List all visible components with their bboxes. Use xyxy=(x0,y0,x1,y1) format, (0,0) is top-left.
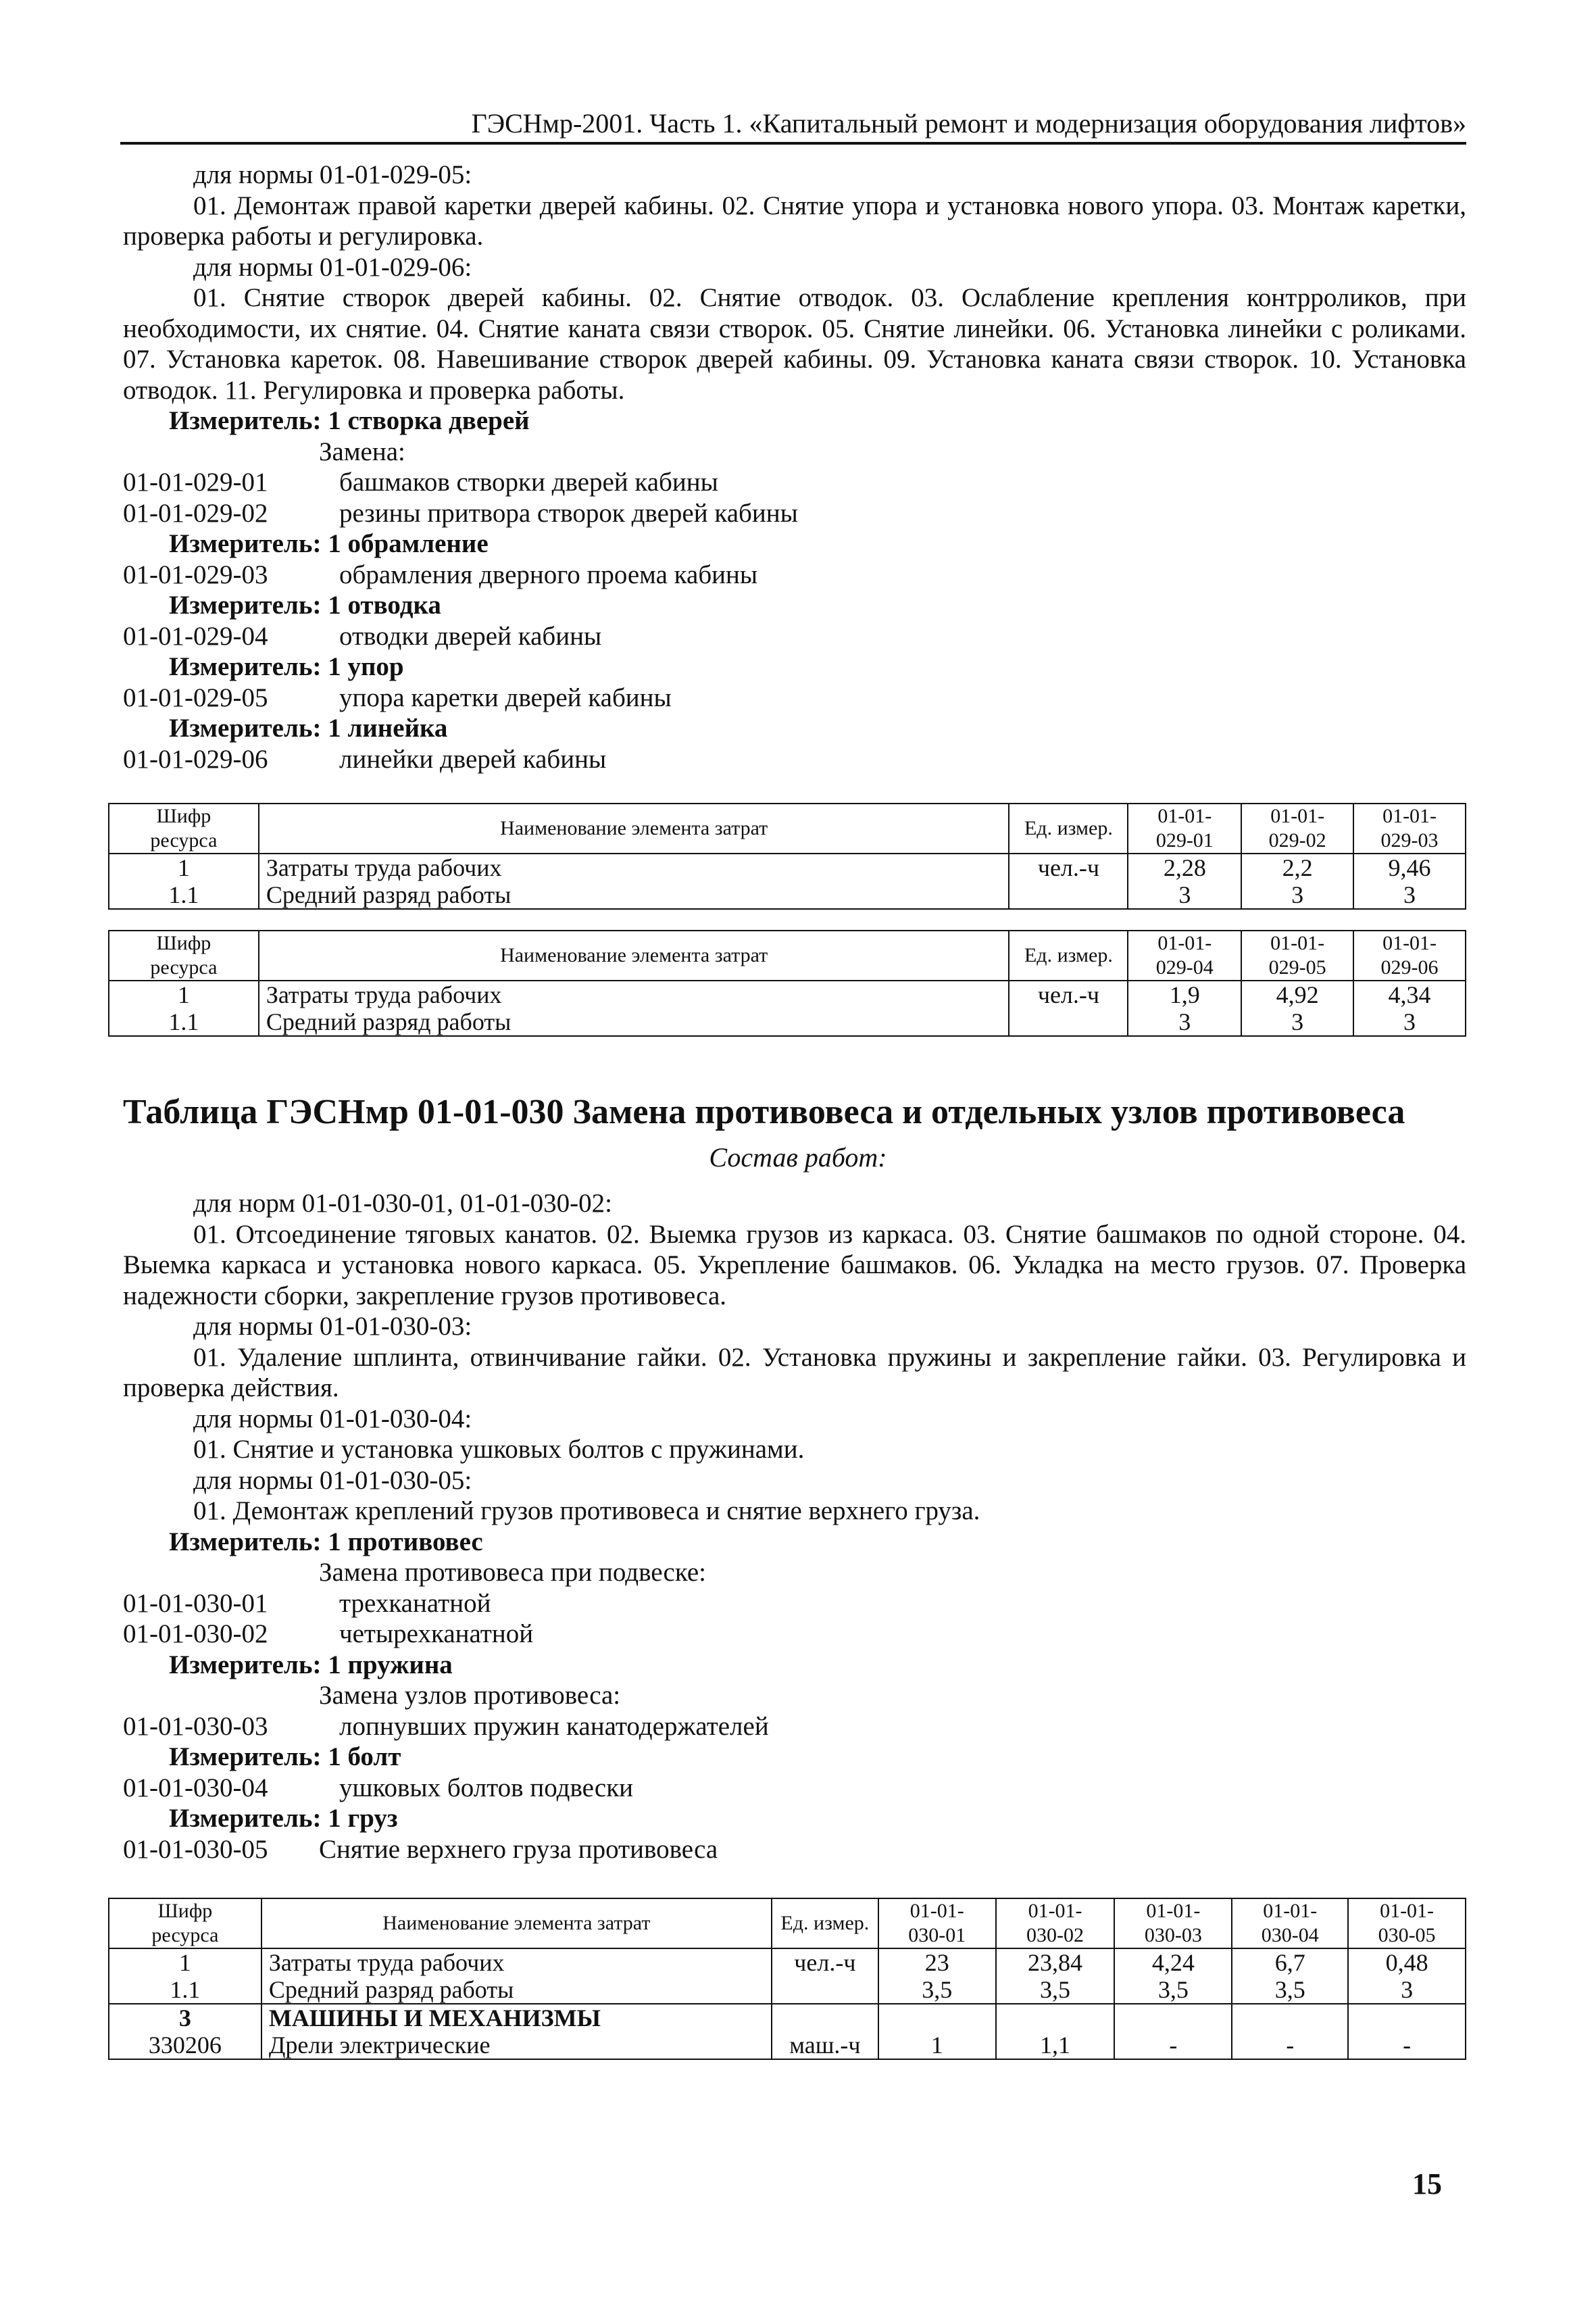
norm-text: обрамления дверного проема кабины xyxy=(339,560,758,589)
header-cell: 01-01- 029-01 xyxy=(1128,804,1241,854)
norm-text: трехканатной xyxy=(339,1588,491,1618)
norm-code: 01-01-029-01 xyxy=(123,468,268,497)
norm-code: 01-01-030-05 xyxy=(123,1834,268,1864)
header-cell: Ед. измер. xyxy=(1009,931,1128,981)
table-title: Таблица ГЭСНмр 01-01-030 Замена противовеса и отдельных узлов противовеса xyxy=(123,1093,1405,1131)
norm-item xyxy=(123,1773,1466,1804)
header-cell: 01-01- 029-05 xyxy=(1241,931,1353,981)
section-029-text xyxy=(123,159,1466,774)
norm-text: ушковых болтов подвески xyxy=(339,1773,634,1802)
header-cell: 01-01- 029-03 xyxy=(1353,804,1466,854)
table-row: 1 Затраты труда рабочих чел.-ч 1,9 4,92 4,34 xyxy=(109,981,1466,1008)
norm-item xyxy=(123,498,1466,529)
header-cell: Шифр ресурса xyxy=(109,1898,261,1948)
work-composition: 01. Снятие и установка ушковых болтов с пружинами. xyxy=(193,1435,805,1464)
page-number: 15 xyxy=(1412,2167,1442,2200)
norm-label: для нормы 01-01-029-05: xyxy=(193,160,472,189)
norm-code: 01-01-029-05 xyxy=(123,683,268,712)
norm-code: 01-01-029-03 xyxy=(123,560,268,589)
section-030-text xyxy=(123,1188,1466,1865)
norm-code: 01-01-030-03 xyxy=(123,1711,268,1741)
norm-item xyxy=(123,467,1466,498)
measure-label: Измеритель: 1 отводка xyxy=(169,591,441,620)
norm-text: Снятие верхнего груза противовеса xyxy=(319,1834,718,1864)
norm-item xyxy=(123,1834,1466,1865)
header-cell: 01-01- 030-03 xyxy=(1114,1898,1232,1948)
measure-label: Измеритель: 1 створка дверей xyxy=(169,406,530,435)
header-cell: 01-01- 029-04 xyxy=(1128,931,1241,981)
norm-text: линейки дверей кабины xyxy=(339,744,607,774)
norm-code: 01-01-030-01 xyxy=(123,1588,268,1618)
measure-label: Измеритель: 1 груз xyxy=(169,1804,398,1833)
resource-table-029-b xyxy=(108,930,1466,1037)
norm-code: 01-01-029-06 xyxy=(123,744,268,774)
norm-text: упора каретки дверей кабины xyxy=(339,683,672,712)
norm-item xyxy=(123,1619,1466,1650)
norm-item xyxy=(123,683,1466,714)
norm-item xyxy=(123,744,1466,775)
norm-code: 01-01-030-04 xyxy=(123,1773,268,1802)
header-cell: Ед. измер. xyxy=(772,1898,878,1948)
table-row: 330206 Дрели электрические маш.-ч 1 1,1 - - - xyxy=(109,2032,1466,2059)
norm-code: 01-01-029-04 xyxy=(123,621,268,651)
norm-label: для норм 01-01-030-01, 01-01-030-02: xyxy=(193,1189,612,1218)
header-cell: Шифр ресурса xyxy=(109,804,259,854)
table-row: 1.1 Средний разряд работы 3 3 3 xyxy=(109,1008,1466,1036)
norm-text: башмаков створки дверей кабины xyxy=(339,468,718,497)
work-composition: 01. Демонтаж правой каретки дверей кабины. 02. Снятие упора и установка нового упора. 03. Монтаж каретки, проверка работы и регулировка. xyxy=(123,191,1466,251)
norm-text: отводки дверей кабины xyxy=(339,621,602,651)
table-row: 3 МАШИНЫ И МЕХАНИЗМЫ xyxy=(109,2004,1466,2032)
work-composition: 01. Удаление шплинта, отвинчивание гайки. 02. Установка пружины и закрепление гайки. 03. Регулировка и проверка действия. xyxy=(123,1342,1466,1402)
work-composition-heading: Состав работ: xyxy=(709,1142,887,1173)
norm-item xyxy=(123,621,1466,652)
table-row: 1 Затраты труда рабочих чел.-ч 2,28 2,2 9,46 xyxy=(109,854,1466,881)
replacement-label: Замена: xyxy=(319,437,405,466)
measure-label: Измеритель: 1 упор xyxy=(169,652,404,681)
running-header: ГЭСНмр-2001. Часть 1. «Капитальный ремонт и модернизация оборудования лифтов» xyxy=(120,108,1466,145)
header-cell: Шифр ресурса xyxy=(109,931,259,981)
norm-text: четырехканатной xyxy=(339,1619,534,1648)
measure-label: Измеритель: 1 болт xyxy=(169,1742,401,1771)
table-header-row xyxy=(109,1898,1466,1948)
header-cell: 01-01- 030-02 xyxy=(996,1898,1115,1948)
resource-table-029-a xyxy=(108,803,1466,910)
header-cell: Наименование элемента затрат xyxy=(259,804,1009,854)
measure-label: Измеритель: 1 обрамление xyxy=(169,529,489,558)
header-cell: 01-01- 029-02 xyxy=(1241,804,1353,854)
header-cell: 01-01- 030-04 xyxy=(1232,1898,1348,1948)
norm-text: резины притвора створок дверей кабины xyxy=(339,498,798,528)
replacement-label: Замена узлов противовеса: xyxy=(319,1681,621,1710)
table-row: 1.1 Средний разряд работы 3 3 3 xyxy=(109,881,1466,909)
norm-item xyxy=(123,1588,1466,1619)
norm-label: для нормы 01-01-030-04: xyxy=(193,1404,472,1433)
replacement-label: Замена противовеса при подвеске: xyxy=(319,1558,706,1587)
norm-code: 01-01-029-02 xyxy=(123,498,268,528)
work-composition: 01. Отсоединение тяговых канатов. 02. Выемка грузов из каркаса. 03. Снятие башмаков по одной стороне. 04. Выемка каркаса и установка нового каркаса. 05. Укрепление башмаков. 06. Укладка на место грузов. 07. Проверка надежности сборки, закрепление грузов противовеса. xyxy=(123,1219,1466,1310)
norm-item xyxy=(123,560,1466,591)
header-cell: Наименование элемента затрат xyxy=(261,1898,772,1948)
table-header-row xyxy=(109,804,1466,854)
norm-text: лопнувших пружин канатодержателей xyxy=(339,1711,769,1741)
measure-label: Измеритель: 1 линейка xyxy=(169,714,448,743)
norm-label: для нормы 01-01-030-05: xyxy=(193,1465,472,1495)
norm-label: для нормы 01-01-030-03: xyxy=(193,1312,472,1341)
header-cell: 01-01- 030-05 xyxy=(1348,1898,1466,1948)
table-row: 1.1 Средний разряд работы 3,5 3,5 3,5 3,5 3 xyxy=(109,1976,1466,2004)
work-composition: 01. Демонтаж креплений грузов противовеса и снятие верхнего груза. xyxy=(193,1496,980,1525)
norm-item xyxy=(123,1711,1466,1742)
table-header-row xyxy=(109,931,1466,981)
norm-label: для нормы 01-01-029-06: xyxy=(193,252,472,282)
measure-label: Измеритель: 1 противовес xyxy=(169,1527,483,1556)
resource-table-030 xyxy=(108,1898,1466,2060)
norm-code: 01-01-030-02 xyxy=(123,1619,268,1648)
header-cell: Ед. измер. xyxy=(1009,804,1128,854)
header-cell: Наименование элемента затрат xyxy=(259,931,1009,981)
header-cell: 01-01- 029-06 xyxy=(1353,931,1466,981)
table-row: 1 Затраты труда рабочих чел.-ч 23 23,84 4,24 6,7 0,48 xyxy=(109,1948,1466,1976)
work-composition: 01. Снятие створок дверей кабины. 02. Снятие отводок. 03. Ослабление крепления контрроликов, при необходимости, их снятие. 04. Снятие каната связи створок. 05. Снятие линейки. 06. Установка линейки с роликами. 07. Установка кареток. 08. Навешивание створок дверей кабины. 09. Установка каната связи створок. 10. Установка отводок. 11. Регулировка и проверка работы. xyxy=(123,283,1466,405)
header-cell: 01-01- 030-01 xyxy=(878,1898,996,1948)
measure-label: Измеритель: 1 пружина xyxy=(169,1650,453,1679)
